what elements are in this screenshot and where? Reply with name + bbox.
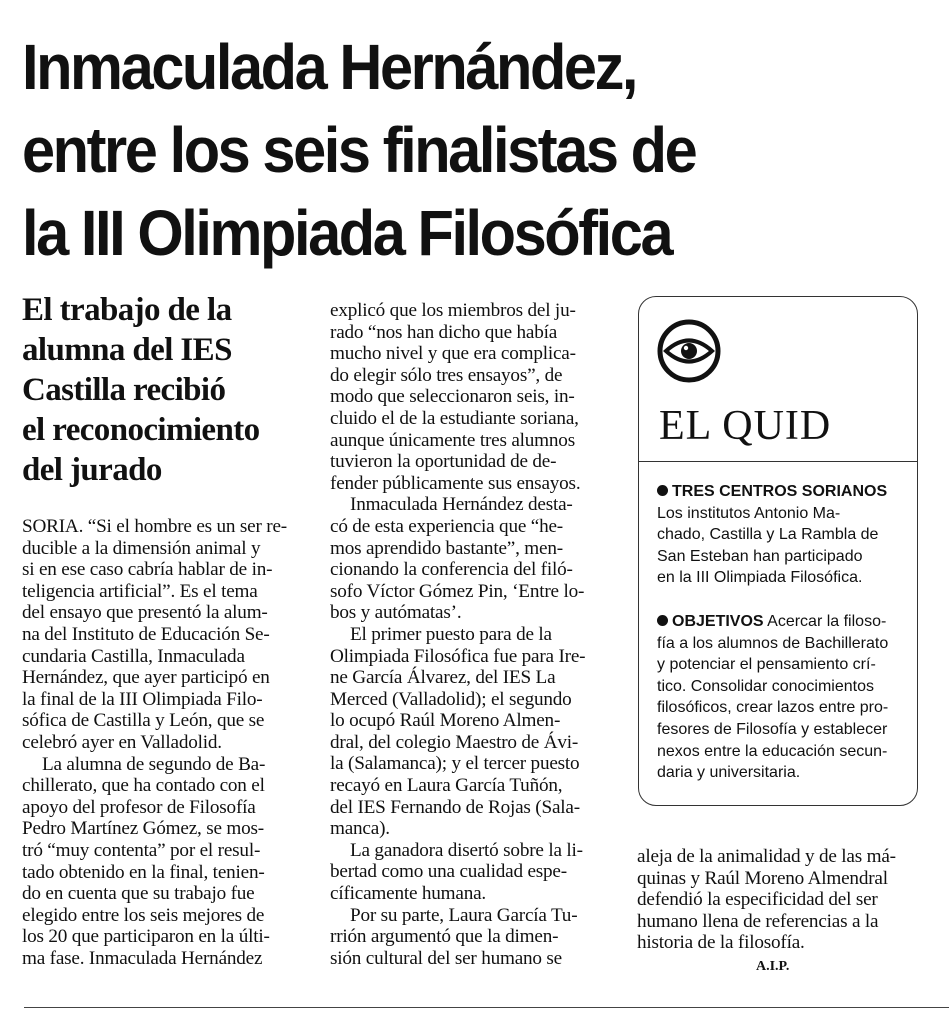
text-line: recayó en Laura García Tuñón,: [330, 775, 563, 797]
text-line: cíficamente humana.: [330, 883, 487, 905]
sidebar-section-objetivos: [657, 611, 909, 784]
text-line: la (Salamanca); y el tercer puesto: [330, 753, 580, 775]
text-line: SORIA. “Si el hombre es un ser re-: [22, 516, 287, 537]
byline: A.I.P.: [756, 959, 790, 974]
text-line: los 20 que participaron en la últi-: [22, 926, 270, 948]
text-line: Pedro Martínez Gómez, se mos-: [22, 818, 264, 840]
text-line: La ganadora disertó sobre la li-: [350, 839, 583, 861]
text-line: na del Instituto de Educación Se-: [22, 623, 270, 645]
text-line: lo ocupó Raúl Moreno Almen-: [330, 710, 561, 732]
sidebar-title: EL QUID: [659, 403, 832, 449]
article-column-2: [330, 300, 615, 969]
text-line: aunque únicamente tres alumnos: [330, 429, 575, 451]
bullet-icon: [657, 615, 668, 626]
article-column-3: [637, 846, 927, 954]
subheadline-line: alumna del IES: [22, 332, 232, 368]
text-line: modo que seleccionaron seis, in-: [330, 386, 575, 408]
text-line: cionando la conferencia del filó-: [330, 559, 573, 581]
text-line: elegido entre los seis mejores de: [22, 904, 265, 926]
subheadline-line: El trabajo de la: [22, 292, 232, 328]
text-line: la final de la III Olimpiada Filo-: [22, 688, 263, 710]
text-line: El primer puesto para de la: [350, 623, 552, 645]
text-line: tico. Consolidar conocimientos: [657, 677, 874, 695]
text-line: cluido el de la estudiante soriana,: [330, 407, 579, 429]
text-line: quinas y Raúl Moreno Almendral: [637, 867, 888, 889]
sidebar-section-centros: [657, 481, 909, 589]
section-heading-line: OBJETIVOS Acercar la filoso-: [657, 611, 909, 633]
sidebar-divider: [639, 461, 917, 462]
text-line: La alumna de segundo de Ba-: [42, 753, 266, 775]
text-line: del ensayo que presentó la alum-: [22, 602, 268, 624]
text-line: Merced (Valladolid); el segundo: [330, 688, 572, 710]
text-line: del IES Fernando de Rojas (Sala-: [330, 796, 580, 818]
subheadline-line: el reconocimiento: [22, 412, 260, 448]
text-line: dral, del colegio Maestro de Ávi-: [330, 731, 579, 753]
text-line: do en cuenta que su trabajo fue: [22, 883, 255, 905]
text-line: y potenciar el pensamiento crí-: [657, 656, 876, 674]
headline-line: la III Olimpiada Filosófica: [22, 197, 672, 269]
text-line: tró “muy contenta” por el resul-: [22, 839, 261, 861]
text-line: fender públicamente sus ensayos.: [330, 472, 581, 494]
text-line: Hernández, que ayer participó en: [22, 667, 270, 689]
text-line: mucho nivel y que era complica-: [330, 343, 576, 365]
text-line: teligencia artificial”. Es el tema: [22, 580, 258, 602]
text-line: fía a los alumnos de Bachillerato: [657, 634, 889, 652]
text-line: ma fase. Inmaculada Hernández: [22, 947, 263, 969]
text-line: explicó que los miembros del ju-: [330, 300, 576, 321]
text-line: defendió la especificidad del ser: [637, 889, 878, 911]
bottom-rule: [24, 1007, 949, 1008]
section-heading: TRES CENTROS SORIANOS: [657, 481, 909, 503]
text-line: có de esta experiencia que “he-: [330, 515, 563, 537]
headline: [22, 26, 868, 275]
text-line: chillerato, que ha contado con el: [22, 775, 265, 797]
headline-line: Inmaculada Hernández,: [22, 31, 637, 103]
text-line: apoyo del profesor de Filosofía: [22, 796, 256, 818]
bullet-icon: [657, 485, 668, 496]
text-line: filosóficos, crear lazos entre pro-: [657, 699, 889, 717]
text-line: rado “nos han dicho que había: [330, 321, 558, 343]
text-line: fesores de Filosofía y establecer: [657, 720, 888, 738]
text-line: do elegir sólo tres ensayos”, de: [330, 364, 563, 386]
text-line: tuvieron la oportunidad de de-: [330, 451, 557, 473]
text-line: Olimpiada Filosófica fue para Ire-: [330, 645, 586, 667]
text-line: Por su parte, Laura García Tu-: [350, 904, 578, 926]
text-line: en la III Olimpiada Filosófica.: [657, 569, 863, 587]
text-line: rrión argumentó que la dimen-: [330, 926, 559, 948]
text-line: si en ese caso cabría hablar de in-: [22, 559, 273, 581]
text-line: tado obtenido en la final, tenien-: [22, 861, 265, 883]
text-line: ne García Álvarez, del IES La: [330, 667, 556, 689]
text-line: ducible a la dimensión animal y: [22, 537, 261, 559]
text-line: celebró ayer en Valladolid.: [22, 731, 222, 753]
headline-line: entre los seis finalistas de: [22, 114, 696, 186]
text-line: humano llena de referencias a la: [637, 910, 879, 932]
subheadline: [22, 290, 322, 490]
text-line: daria y universitaria.: [657, 764, 801, 782]
text-line: historia de la filosofía.: [637, 932, 805, 954]
subheadline-line: del jurado: [22, 452, 162, 488]
text-line: sófica de Castilla y León, que se: [22, 710, 265, 732]
text-line: chado, Castilla y La Rambla de: [657, 526, 879, 544]
article-column-1: [22, 516, 310, 969]
text-line: Inmaculada Hernández desta-: [350, 494, 573, 516]
el-quid-sidebar: [638, 296, 918, 806]
text-line: sofo Víctor Gómez Pin, ‘Entre lo-: [330, 580, 585, 602]
subheadline-line: Castilla recibió: [22, 372, 226, 408]
text-line: manca).: [330, 818, 390, 840]
text-line: sión cultural del ser humano se: [330, 947, 562, 969]
eye-icon: [657, 319, 721, 383]
text-line: aleja de la animalidad y de las má-: [637, 846, 896, 867]
text-line: mos aprendido bastante”, men-: [330, 537, 563, 559]
text-line: San Esteban han participado: [657, 547, 863, 565]
text-line: Los institutos Antonio Ma-: [657, 504, 841, 522]
text-line: cundaria Castilla, Inmaculada: [22, 645, 245, 667]
text-line: bos y autómatas’.: [330, 602, 462, 624]
text-line: nexos entre la educación secun-: [657, 742, 888, 760]
text-line: bertad como una cualidad espe-: [330, 861, 567, 883]
